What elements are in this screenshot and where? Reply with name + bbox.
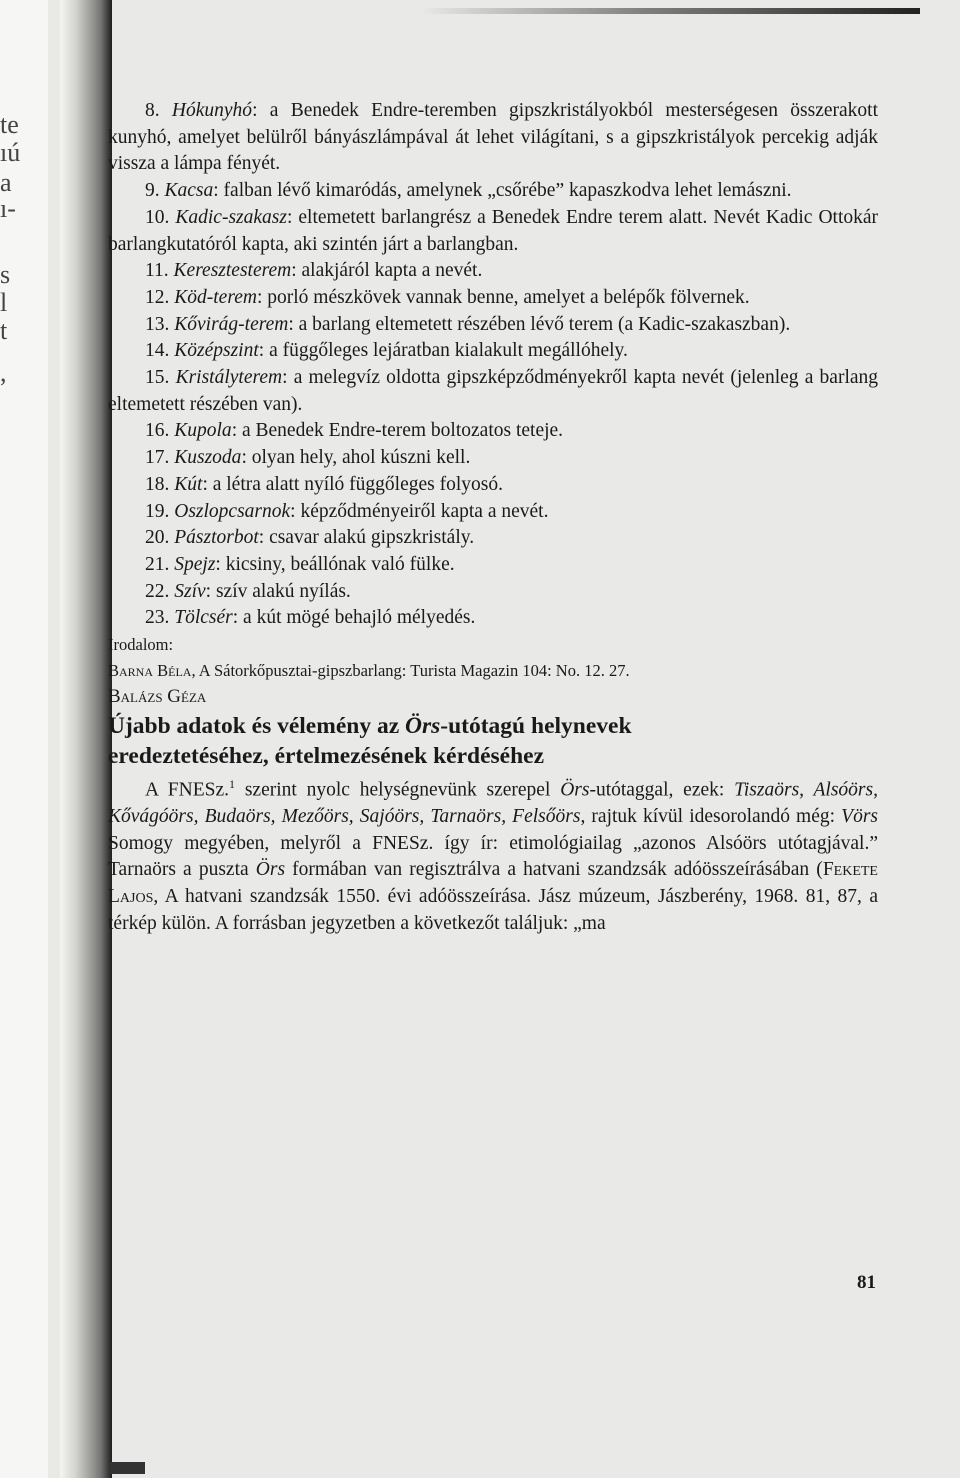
glossary-entry: 11. Keresztesterem: alakjáról kapta a nevét. [145, 260, 483, 282]
glossary-number: 11. [145, 260, 169, 282]
glossary-entry: 20. Pásztorbot: csavar alakú gipszkristály. [145, 527, 475, 549]
glossary-number: 13. [145, 313, 170, 335]
glossary-entry: 12. Köd-terem: porló mészkövek vannak benne, amelyet a belépők fölvernek. [145, 286, 750, 308]
glossary-number: 9. [145, 180, 160, 202]
glossary-number: 22. [145, 580, 170, 602]
glossary-definition: falban lévő kimaródás, amelynek „csőrébe” kapaszkodva lehet lemászni. [223, 180, 792, 202]
glossary-term: Oszlopcsarnok [174, 500, 291, 522]
glossary-number: 15. [145, 367, 170, 389]
facing-page-fragment: te [0, 112, 19, 138]
page-content [108, 98, 878, 937]
literature-heading: Irodalom: [108, 635, 174, 655]
footnote-marker: 1 [229, 776, 236, 791]
glossary-definition: kicsiny, beállónak való fülke. [225, 553, 455, 575]
glossary-definition: a Benedek Endre-terem boltozatos teteje. [241, 420, 564, 442]
glossary-entry: 17. Kuszoda: olyan hely, ahol kúszni kell. [145, 447, 471, 469]
glossary-definition: a létra alatt nyíló függőleges folyosó. [212, 473, 503, 495]
glossary-number: 19. [145, 500, 170, 522]
glossary-term: Kuszoda [174, 447, 242, 469]
glossary-term: Pásztorbot [174, 527, 259, 549]
glossary-definition: a kút mögé behajló mélyedés. [243, 607, 476, 629]
glossary-term: Köd-terem [174, 286, 257, 308]
glossary-number: 20. [145, 527, 170, 549]
literature-entry [108, 658, 878, 684]
glossary-number: 12. [145, 286, 170, 308]
glossary-entry: 21. Spejz: kicsiny, beállónak való fülke. [145, 553, 455, 575]
glossary-term: Kút [174, 473, 203, 495]
glossary-definition: képződményeiről kapta a nevét. [300, 500, 549, 522]
glossary-term: Tölcsér [174, 607, 233, 629]
scan-edge-bottom [110, 1462, 145, 1474]
glossary-number: 16. [145, 420, 170, 442]
glossary-entry: 19. Oszlopcsarnok: képződményeiről kapta a nevét. [145, 500, 549, 522]
glossary-term: Szív [174, 580, 206, 602]
facing-page-fragment: a [0, 170, 12, 196]
facing-page-fragment: ıú [0, 140, 21, 166]
glossary-definition: csavar alakú gipszkristály. [269, 527, 475, 549]
glossary-term: Kacsa [164, 180, 214, 202]
glossary-term: Kupola [174, 420, 232, 442]
glossary-definition: alakjáról kapta a nevét. [301, 260, 483, 282]
glossary-number: 14. [145, 340, 170, 362]
glossary-term: Hókunyhó [171, 100, 253, 121]
article-body-paragraph: A FNESz.$^1$ szerint nyolc helységnevünk szerepel Örs-utótaggal, ezek: Tiszaörs, Alsóörs, Kővágóörs, Budaörs, Mezőörs, Sajóörs, Tarnaörs, Felsőörs, rajtuk kívül idesorolandó még: Vörs Somogy megyében, melyről a FNESz. így ír: etimológiailag „azonos Alsóörs utótagjával.” Tarnaörs a puszta Örs formában van regisztrálva a hatvani szandzsák adóösszeírásában (Fekete Lajos, A hatvani szandzsák 1550. évi adóösszeírása. Jász múzeum, Jászberény, 1968. 81, 87, a térkép külön. A forrásban jegyzetben a következőt találjuk: „ma [108, 776, 878, 934]
glossary-number: 8. [145, 100, 160, 121]
place-list: Tiszaörs, Alsóörs, Kővágóörs, Budaörs, Mezőörs, Sajóörs, Tarnaörs, Felsőörs [108, 779, 878, 827]
facing-page-fragment: l [0, 290, 8, 316]
glossary-number: 21. [145, 553, 170, 575]
glossary-entry: 14. Középszint: a függőleges lejáratban kialakult megállóhely. [145, 340, 628, 362]
facing-page-fragment: t [0, 318, 8, 344]
page-number: 81 [857, 1272, 876, 1293]
glossary-term: Kadic-szakasz [175, 206, 287, 228]
glossary-number: 18. [145, 473, 170, 495]
scan-edge-top [420, 8, 920, 14]
glossary-term: Kristályterem [175, 367, 283, 389]
glossary-entry: 9. Kacsa: falban lévő kimaródás, amelynek „csőrébe” kapaszkodva lehet lemászni. [145, 180, 792, 202]
glossary-entry: 15. Kristályterem: a melegvíz oldotta gipszképződményekről kapta nevét (jelenleg a barlang eltemetett részében van). [108, 367, 879, 415]
glossary-entry: 8. Hókunyhó: a Benedek Endre-teremben gipszkristályokból mesterségesen összerakott kunyhó, amelyet belülről bányászlámpával át lehet világítani, s a gipszkristályok percekig adják vissza a lámpa fényét. [108, 100, 879, 175]
literature-author: Barna Béla [108, 661, 192, 681]
glossary-entry: 22. Szív: szív alakú nyílás. [145, 580, 351, 602]
glossary-entry: 18. Kút: a létra alatt nyíló függőleges folyosó. [145, 473, 503, 495]
glossary-definition: a melegvíz oldotta gipszképződményekről kapta nevét (jelenleg a barlang eltemetett részében van). [108, 367, 879, 415]
facing-page-fragment: , [0, 360, 7, 386]
glossary-number: 10. [145, 206, 170, 228]
article-author: Balázs Géza [108, 686, 207, 708]
glossary-number: 23. [145, 607, 170, 629]
glossary-entry: 13. Kővirág-terem: a barlang eltemetett részében lévő terem (a Kadic-szakaszban). [145, 313, 791, 335]
glossary-term: Kővirág-terem [174, 313, 289, 335]
glossary-entry: 23. Tölcsér: a kút mögé behajló mélyedés. [145, 607, 476, 629]
glossary-term: Középszint [174, 340, 259, 362]
literature-rest: , A Sátorkőpusztai-gipszbarlang: Turista Magazin 104: No. 12. 27. [191, 661, 630, 681]
facing-page-fragment: ı- [0, 196, 16, 222]
glossary-definition: porló mészkövek vannak benne, amelyet a belépők fölvernek. [267, 286, 750, 308]
glossary-definition: a függőleges lejáratban kialakult megállóhely. [269, 340, 628, 362]
glossary-definition: szív alakú nyílás. [215, 580, 351, 602]
glossary-entry: 16. Kupola: a Benedek Endre-terem boltozatos teteje. [145, 420, 564, 442]
glossary-term: Spejz [174, 553, 216, 575]
glossary-number: 17. [145, 447, 170, 469]
glossary-definition: a Benedek Endre-teremben gipszkristályokból mesterségesen összerakott kunyhó, amelyet belülről bányászlámpával át lehet világítani, s a gipszkristályok percekig adják vissza a lámpa fényét. [108, 100, 879, 175]
glossary-definition: olyan hely, ahol kúszni kell. [251, 447, 471, 469]
glossary-entry: 10. Kadic-szakasz: eltemetett barlangrész a Benedek Endre terem alatt. Nevét Kadic Ottokár barlangkutatóról kapta, aki szintén járt a barlangban. [108, 206, 879, 255]
article-title: Újabb adatok és vélemény az Örs-utótagú helynevek eredeztetéséhez, értelmezésének kérdéséhez [108, 712, 632, 769]
glossary-list [108, 98, 878, 632]
glossary-definition: a barlang eltemetett részében lévő terem (a Kadic-szakaszban). [298, 313, 791, 335]
glossary-term: Keresztesterem [173, 260, 292, 282]
glossary-definition: eltemetett barlangrész a Benedek Endre terem alatt. Nevét Kadic Ottokár barlangkutatóról kapta, aki szintén járt a barlangban. [108, 206, 879, 255]
facing-page-fragment: s [0, 262, 11, 288]
